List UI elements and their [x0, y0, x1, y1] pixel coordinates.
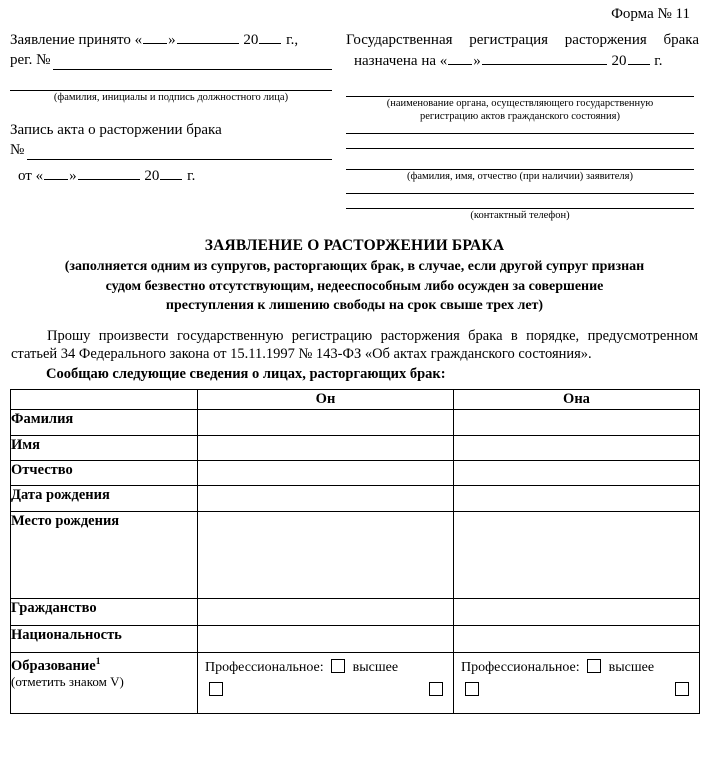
state-registration-line1: Государственная регистрация расторжения брака	[346, 32, 699, 48]
act-record-number-blank[interactable]	[27, 144, 332, 160]
row-value-nationality-her[interactable]	[454, 625, 700, 652]
header-right-column	[342, 30, 699, 222]
professional-label-him: Профессиональное:	[205, 659, 324, 675]
spacer	[10, 70, 338, 90]
table-row	[11, 435, 700, 460]
from-mid-label: »	[69, 168, 77, 184]
registration-number-blank[interactable]	[53, 54, 332, 70]
row-label-birthplace: Место рождения	[11, 511, 198, 598]
appointed-month-blank[interactable]	[482, 51, 607, 65]
row-value-birthdate-her[interactable]	[454, 485, 700, 511]
official-signature-caption: (фамилия, инициалы и подпись должностного лица)	[53, 92, 289, 103]
accepted-month-blank[interactable]	[177, 30, 239, 44]
row-value-education-him	[198, 652, 454, 713]
spacer	[10, 104, 338, 120]
from-year-blank[interactable]	[160, 166, 182, 180]
table-row	[11, 625, 700, 652]
appointed-day-blank[interactable]	[448, 51, 472, 65]
education-options-her	[454, 653, 699, 696]
from-month-blank[interactable]	[78, 166, 140, 180]
table-row	[11, 460, 700, 485]
state-registration-line2	[346, 51, 699, 72]
page-subtitle-line2: судом безвестно отсутствующим, недееспособным либо осужден за совершение	[105, 278, 604, 294]
table-row-education	[11, 652, 700, 713]
table-row	[11, 409, 700, 435]
row-value-surname-him[interactable]	[198, 409, 454, 435]
page-subtitle-line1: (заполняется одним из супругов, расторгающих брак, в случае, если другой супруг признан	[64, 259, 645, 274]
spacer	[346, 149, 699, 169]
applicant-name-caption: (фамилия, имя, отчество (при наличии) заявителя)	[407, 171, 633, 182]
table-header-her: Она	[454, 389, 700, 409]
row-value-patronymic-him[interactable]	[198, 460, 454, 485]
checkbox-other-education-him[interactable]	[429, 682, 443, 696]
professional-label-her: Профессиональное:	[461, 659, 580, 675]
form-number: Форма № 11	[611, 6, 690, 22]
checkbox-other-education-her[interactable]	[675, 682, 689, 696]
accepted-day-blank[interactable]	[143, 30, 167, 44]
higher-label-her: высшее	[608, 659, 655, 675]
table-row	[11, 511, 700, 598]
education-note: (отметить знаком V)	[11, 674, 124, 690]
row-label-education	[11, 652, 198, 713]
row-value-citizenship-her[interactable]	[454, 598, 700, 625]
application-accepted-line	[10, 30, 338, 51]
from-prefix-label: от «	[18, 168, 44, 184]
checkbox-higher-education-him[interactable]	[331, 659, 345, 673]
checkbox-higher-education-her[interactable]	[587, 659, 601, 673]
row-value-firstname-her[interactable]	[454, 435, 700, 460]
row-value-birthdate-him[interactable]	[198, 485, 454, 511]
from-day-blank[interactable]	[44, 166, 68, 180]
spacer	[346, 194, 699, 208]
education-options-him	[198, 653, 453, 696]
row-value-nationality-him[interactable]	[198, 625, 454, 652]
appointed-year-prefix: 20	[611, 53, 627, 69]
appointed-mid-label: »	[473, 53, 481, 69]
accepted-prefix-label: Заявление принято «	[10, 32, 143, 48]
row-value-surname-her[interactable]	[454, 409, 700, 435]
education-options-her-row2	[461, 678, 693, 696]
education-footnote-marker: 1	[95, 656, 101, 667]
education-options-him-row2	[205, 678, 447, 696]
act-record-number-line	[10, 141, 332, 160]
row-value-birthplace-him[interactable]	[198, 511, 454, 598]
row-label-surname: Фамилия	[11, 409, 198, 435]
appointed-year-suffix: г.	[654, 53, 663, 69]
request-paragraph: Прошу произвести государственную регистрацию расторжения брака в порядке, предусмотренном статьей 34 Федерального закона от 15.11.1997 № 143-ФЗ «Об актах гражданского состояния».	[11, 327, 698, 362]
row-value-citizenship-him[interactable]	[198, 598, 454, 625]
table-header-him: Он	[198, 389, 454, 409]
row-label-citizenship: Гражданство	[11, 598, 198, 625]
row-value-patronymic-her[interactable]	[454, 460, 700, 485]
registration-number-label: рег. №	[10, 52, 51, 68]
table-row	[11, 598, 700, 625]
row-label-birthdate: Дата рождения	[11, 485, 198, 511]
row-value-firstname-him[interactable]	[198, 435, 454, 460]
from-year-prefix: 20	[144, 168, 160, 184]
spacer	[346, 183, 699, 193]
organ-name-caption-line1: (наименование органа, осуществляющего государственную	[386, 98, 654, 109]
appointed-year-blank[interactable]	[628, 51, 650, 65]
persons-table	[10, 389, 700, 714]
act-record-date-line	[10, 166, 338, 187]
header-block	[10, 30, 699, 222]
table-header-row	[11, 389, 700, 409]
checkbox-secondary-education-her[interactable]	[465, 682, 479, 696]
row-value-education-her	[454, 652, 700, 713]
appointed-prefix-label: назначена на «	[354, 53, 448, 69]
spacer	[346, 72, 699, 96]
row-label-firstname: Имя	[11, 435, 198, 460]
info-intro-paragraph: Сообщаю следующие сведения о лицах, расторгающих брак:	[46, 365, 446, 382]
education-label-text: Образование	[11, 657, 96, 674]
act-record-number-symbol: №	[10, 142, 25, 158]
header-left-column	[10, 30, 342, 222]
row-label-patronymic: Отчество	[11, 460, 198, 485]
page-subtitle-line3: преступления к лишению свободы на срок свыше трех лет)	[165, 298, 544, 313]
higher-label-him: высшее	[352, 659, 399, 675]
table-header-label-column	[11, 389, 198, 409]
page-title: ЗАЯВЛЕНИЕ О РАСТОРЖЕНИИ БРАКА	[204, 237, 505, 254]
row-label-nationality: Национальность	[11, 625, 198, 652]
row-value-birthplace-her[interactable]	[454, 511, 700, 598]
phone-caption: (контактный телефон)	[470, 210, 570, 221]
act-record-label: Запись акта о расторжении брака	[10, 122, 222, 138]
accepted-year-prefix: 20	[243, 32, 259, 48]
spacer	[346, 134, 699, 148]
accepted-year-suffix: г.,	[286, 32, 299, 48]
spacer	[346, 123, 699, 133]
from-year-suffix: г.	[187, 168, 196, 184]
organ-name-caption-line2: регистрацию актов гражданского состояния)	[420, 111, 620, 122]
accepted-mid-label: »	[168, 32, 176, 48]
registration-number-line	[10, 51, 332, 70]
table-row	[11, 485, 700, 511]
checkbox-secondary-education-him[interactable]	[209, 682, 223, 696]
accepted-year-blank[interactable]	[259, 30, 281, 44]
